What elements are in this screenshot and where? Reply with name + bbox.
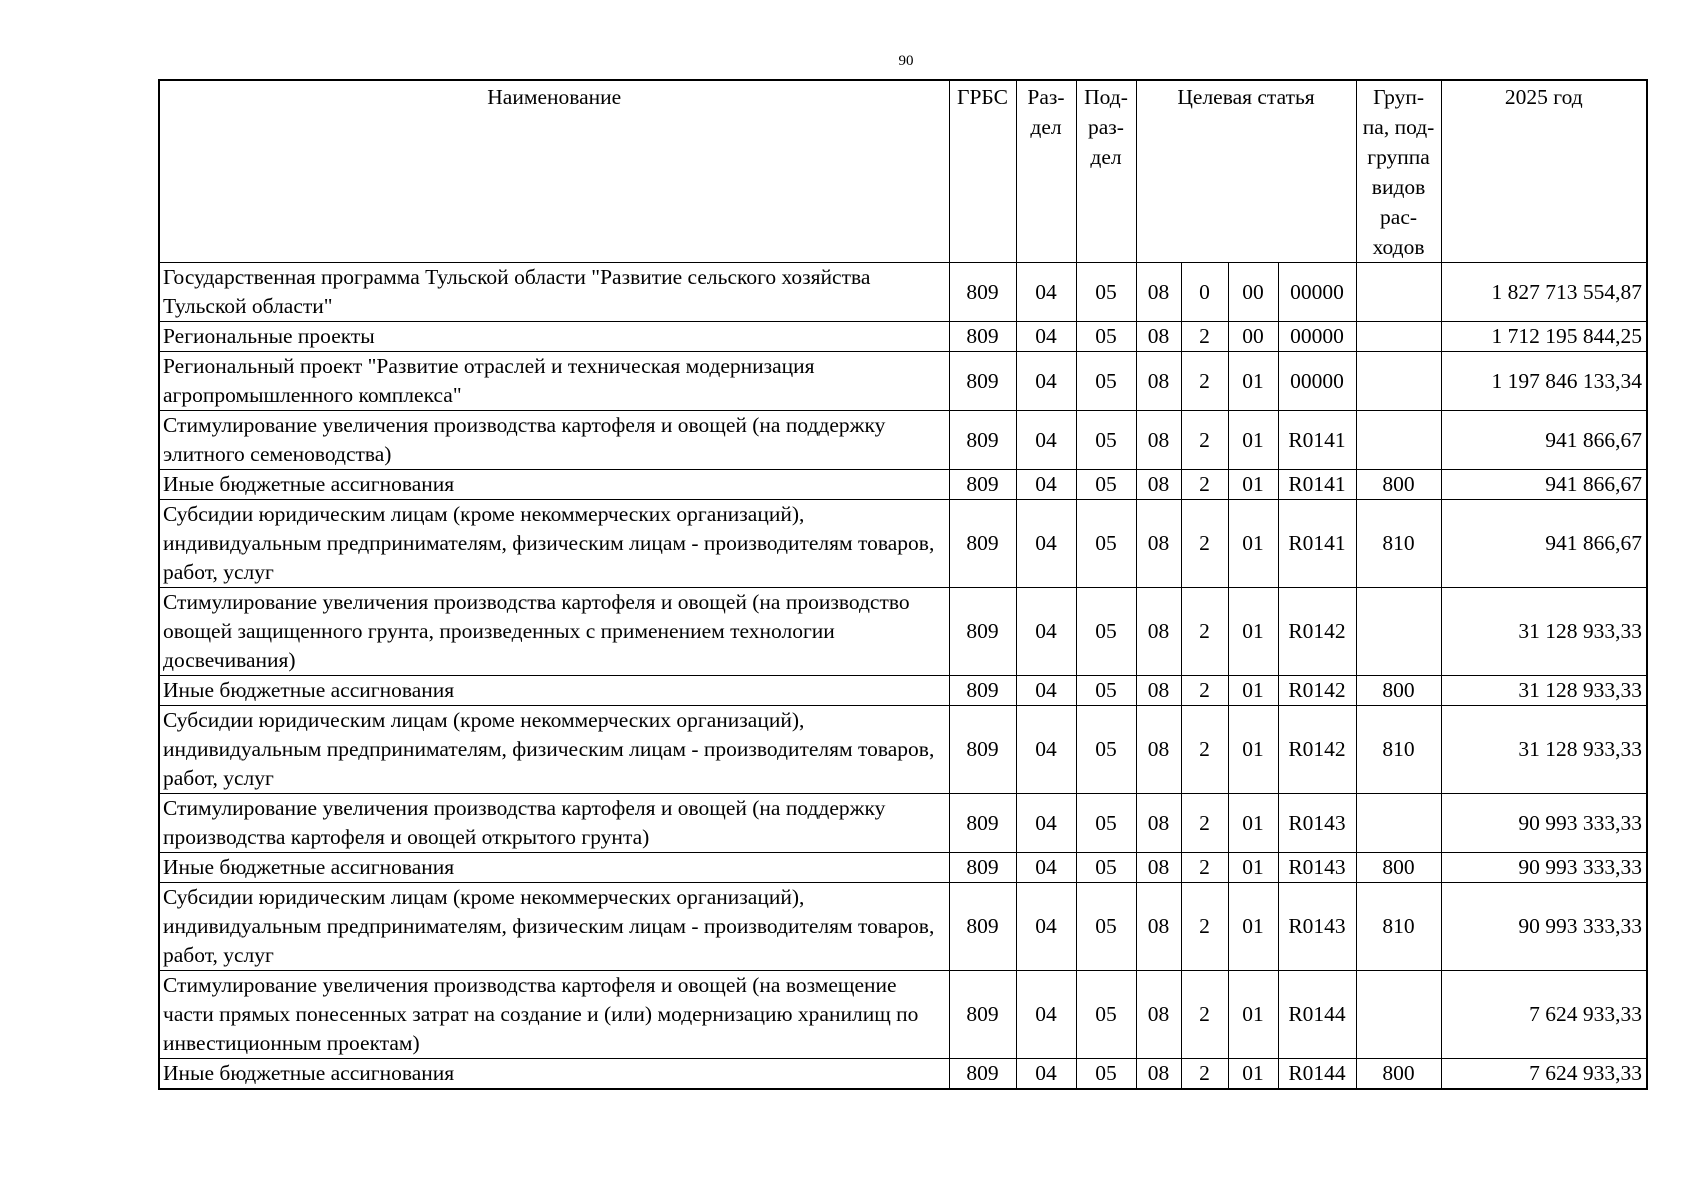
cell-target-subprogram: 01 — [1228, 971, 1278, 1059]
cell-target-direction: R0141 — [1278, 470, 1356, 500]
budget-table — [158, 79, 1648, 1090]
cell-podrazdel: 05 — [1076, 1059, 1136, 1090]
cell-grbs: 809 — [949, 794, 1016, 853]
table-row — [159, 706, 1647, 794]
cell-grbs: 809 — [949, 971, 1016, 1059]
table-row — [159, 1059, 1647, 1090]
cell-amount: 90 993 333,33 — [1441, 794, 1647, 853]
cell-target-direction: R0141 — [1278, 500, 1356, 588]
cell-target-subprogram: 01 — [1228, 794, 1278, 853]
header-group-label: Груп- па, под- группа видов рас- ходов — [1362, 85, 1435, 259]
header-target-label: Целевая статья — [1177, 85, 1315, 109]
header-name — [159, 80, 949, 263]
cell-target-program: 08 — [1136, 500, 1181, 588]
cell-amount: 941 866,67 — [1441, 500, 1647, 588]
cell-grbs: 809 — [949, 1059, 1016, 1090]
header-grbs — [949, 80, 1016, 263]
cell-podrazdel: 05 — [1076, 352, 1136, 411]
cell-podrazdel: 05 — [1076, 263, 1136, 322]
cell-podrazdel: 05 — [1076, 322, 1136, 352]
cell-target-type: 2 — [1181, 1059, 1228, 1090]
cell-razdel: 04 — [1016, 706, 1076, 794]
cell-grbs: 809 — [949, 883, 1016, 971]
cell-target-direction: R0141 — [1278, 411, 1356, 470]
cell-name: Стимулирование увеличения производства картофеля и овощей (на возмещение части прямых понесенных затрат на создание и (или) модернизацию хранилищ по инвестиционным проектам) — [159, 971, 949, 1059]
cell-podrazdel: 05 — [1076, 853, 1136, 883]
header-grbs-label: ГРБС — [957, 85, 1008, 109]
cell-grbs: 809 — [949, 588, 1016, 676]
cell-razdel: 04 — [1016, 352, 1076, 411]
cell-grbs: 809 — [949, 411, 1016, 470]
cell-target-direction: 00000 — [1278, 322, 1356, 352]
cell-expense-group: 810 — [1356, 500, 1441, 588]
cell-target-subprogram: 01 — [1228, 706, 1278, 794]
cell-expense-group — [1356, 352, 1441, 411]
table-row — [159, 411, 1647, 470]
cell-podrazdel: 05 — [1076, 794, 1136, 853]
cell-target-type: 2 — [1181, 322, 1228, 352]
cell-grbs: 809 — [949, 676, 1016, 706]
cell-target-subprogram: 01 — [1228, 883, 1278, 971]
cell-target-direction: 00000 — [1278, 352, 1356, 411]
cell-expense-group: 800 — [1356, 676, 1441, 706]
cell-target-type: 2 — [1181, 470, 1228, 500]
cell-razdel: 04 — [1016, 470, 1076, 500]
cell-target-direction: R0144 — [1278, 971, 1356, 1059]
cell-razdel: 04 — [1016, 853, 1076, 883]
cell-target-type: 2 — [1181, 500, 1228, 588]
table-row — [159, 588, 1647, 676]
cell-target-direction: R0142 — [1278, 706, 1356, 794]
cell-name: Субсидии юридическим лицам (кроме некоммерческих организаций), индивидуальным предпринимателям, физическим лицам - производителям товаров, работ, услуг — [159, 883, 949, 971]
cell-amount: 31 128 933,33 — [1441, 706, 1647, 794]
cell-target-subprogram: 01 — [1228, 676, 1278, 706]
header-razdel-label: Раз- дел — [1027, 85, 1065, 139]
cell-grbs: 809 — [949, 470, 1016, 500]
table-row — [159, 794, 1647, 853]
table-row — [159, 263, 1647, 322]
cell-name: Стимулирование увеличения производства картофеля и овощей (на поддержку производства картофеля и овощей открытого грунта) — [159, 794, 949, 853]
cell-name: Иные бюджетные ассигнования — [159, 1059, 949, 1090]
cell-target-type: 2 — [1181, 676, 1228, 706]
cell-name: Иные бюджетные ассигнования — [159, 853, 949, 883]
cell-target-subprogram: 01 — [1228, 500, 1278, 588]
cell-amount: 90 993 333,33 — [1441, 883, 1647, 971]
cell-grbs: 809 — [949, 706, 1016, 794]
table-row — [159, 676, 1647, 706]
cell-amount: 1 827 713 554,87 — [1441, 263, 1647, 322]
cell-podrazdel: 05 — [1076, 971, 1136, 1059]
header-year-label: 2025 год — [1504, 85, 1583, 109]
cell-name: Региональный проект "Развитие отраслей и техническая модернизация агропромышленного комплекса" — [159, 352, 949, 411]
cell-target-type: 2 — [1181, 971, 1228, 1059]
cell-target-program: 08 — [1136, 1059, 1181, 1090]
cell-target-subprogram: 00 — [1228, 263, 1278, 322]
cell-razdel: 04 — [1016, 500, 1076, 588]
cell-amount: 7 624 933,33 — [1441, 971, 1647, 1059]
cell-expense-group: 800 — [1356, 853, 1441, 883]
cell-target-program: 08 — [1136, 794, 1181, 853]
table-row — [159, 853, 1647, 883]
cell-razdel: 04 — [1016, 794, 1076, 853]
cell-grbs: 809 — [949, 322, 1016, 352]
cell-target-subprogram: 01 — [1228, 470, 1278, 500]
table-body — [159, 80, 1647, 1089]
cell-target-direction: R0143 — [1278, 794, 1356, 853]
cell-target-subprogram: 01 — [1228, 352, 1278, 411]
cell-amount: 7 624 933,33 — [1441, 1059, 1647, 1090]
cell-expense-group: 810 — [1356, 706, 1441, 794]
cell-name: Стимулирование увеличения производства картофеля и овощей (на производство овощей защищенного грунта, произведенных с применением технологии досвечивания) — [159, 588, 949, 676]
header-name-label: Наименование — [487, 85, 622, 109]
cell-target-program: 08 — [1136, 411, 1181, 470]
cell-podrazdel: 05 — [1076, 588, 1136, 676]
cell-expense-group: 810 — [1356, 883, 1441, 971]
cell-target-program: 08 — [1136, 263, 1181, 322]
cell-podrazdel: 05 — [1076, 411, 1136, 470]
cell-amount: 31 128 933,33 — [1441, 588, 1647, 676]
cell-target-type: 2 — [1181, 411, 1228, 470]
cell-name: Иные бюджетные ассигнования — [159, 676, 949, 706]
cell-target-type: 2 — [1181, 352, 1228, 411]
table-row — [159, 322, 1647, 352]
page-number: 90 — [898, 53, 914, 69]
cell-target-direction: R0143 — [1278, 883, 1356, 971]
cell-razdel: 04 — [1016, 411, 1076, 470]
cell-amount: 941 866,67 — [1441, 411, 1647, 470]
cell-grbs: 809 — [949, 263, 1016, 322]
cell-expense-group: 800 — [1356, 1059, 1441, 1090]
header-target — [1136, 80, 1356, 263]
cell-target-subprogram: 00 — [1228, 322, 1278, 352]
header-group — [1356, 80, 1441, 263]
cell-expense-group — [1356, 794, 1441, 853]
cell-name: Субсидии юридическим лицам (кроме некоммерческих организаций), индивидуальным предпринимателям, физическим лицам - производителям товаров, работ, услуг — [159, 706, 949, 794]
cell-target-direction: R0144 — [1278, 1059, 1356, 1090]
cell-expense-group — [1356, 971, 1441, 1059]
cell-target-direction: R0142 — [1278, 588, 1356, 676]
cell-podrazdel: 05 — [1076, 470, 1136, 500]
cell-razdel: 04 — [1016, 322, 1076, 352]
cell-target-program: 08 — [1136, 853, 1181, 883]
cell-target-program: 08 — [1136, 706, 1181, 794]
table-row — [159, 470, 1647, 500]
cell-target-direction: R0143 — [1278, 853, 1356, 883]
cell-target-program: 08 — [1136, 676, 1181, 706]
cell-podrazdel: 05 — [1076, 883, 1136, 971]
cell-target-type: 0 — [1181, 263, 1228, 322]
cell-razdel: 04 — [1016, 263, 1076, 322]
cell-name: Иные бюджетные ассигнования — [159, 470, 949, 500]
cell-razdel: 04 — [1016, 588, 1076, 676]
cell-expense-group: 800 — [1356, 470, 1441, 500]
cell-amount: 90 993 333,33 — [1441, 853, 1647, 883]
cell-expense-group — [1356, 263, 1441, 322]
cell-target-program: 08 — [1136, 883, 1181, 971]
cell-name: Стимулирование увеличения производства картофеля и овощей (на поддержку элитного семеноводства) — [159, 411, 949, 470]
cell-razdel: 04 — [1016, 1059, 1076, 1090]
cell-target-program: 08 — [1136, 352, 1181, 411]
cell-amount: 1 197 846 133,34 — [1441, 352, 1647, 411]
cell-amount: 941 866,67 — [1441, 470, 1647, 500]
cell-expense-group — [1356, 588, 1441, 676]
cell-target-program: 08 — [1136, 971, 1181, 1059]
cell-target-type: 2 — [1181, 706, 1228, 794]
cell-grbs: 809 — [949, 352, 1016, 411]
cell-target-subprogram: 01 — [1228, 853, 1278, 883]
cell-amount: 1 712 195 844,25 — [1441, 322, 1647, 352]
cell-amount: 31 128 933,33 — [1441, 676, 1647, 706]
cell-target-subprogram: 01 — [1228, 1059, 1278, 1090]
cell-target-program: 08 — [1136, 588, 1181, 676]
cell-target-subprogram: 01 — [1228, 411, 1278, 470]
cell-podrazdel: 05 — [1076, 500, 1136, 588]
cell-podrazdel: 05 — [1076, 706, 1136, 794]
cell-name: Государственная программа Тульской области "Развитие сельского хозяйства Тульской области" — [159, 263, 949, 322]
header-podrazdel — [1076, 80, 1136, 263]
table-row — [159, 500, 1647, 588]
cell-target-direction: R0142 — [1278, 676, 1356, 706]
table-row — [159, 352, 1647, 411]
cell-name: Субсидии юридическим лицам (кроме некоммерческих организаций), индивидуальным предпринимателям, физическим лицам - производителям товаров, работ, услуг — [159, 500, 949, 588]
table-row — [159, 883, 1647, 971]
cell-target-type: 2 — [1181, 794, 1228, 853]
cell-target-type: 2 — [1181, 883, 1228, 971]
cell-grbs: 809 — [949, 853, 1016, 883]
cell-razdel: 04 — [1016, 676, 1076, 706]
cell-target-program: 08 — [1136, 322, 1181, 352]
cell-expense-group — [1356, 322, 1441, 352]
cell-target-type: 2 — [1181, 588, 1228, 676]
cell-grbs: 809 — [949, 500, 1016, 588]
table-header-row — [159, 80, 1647, 263]
header-year — [1441, 80, 1647, 263]
cell-expense-group — [1356, 411, 1441, 470]
cell-target-type: 2 — [1181, 853, 1228, 883]
header-razdel — [1016, 80, 1076, 263]
cell-target-program: 08 — [1136, 470, 1181, 500]
cell-target-direction: 00000 — [1278, 263, 1356, 322]
header-podrazdel-label: Под- раз- дел — [1084, 85, 1128, 169]
table-row — [159, 971, 1647, 1059]
cell-razdel: 04 — [1016, 971, 1076, 1059]
cell-name: Региональные проекты — [159, 322, 949, 352]
cell-razdel: 04 — [1016, 883, 1076, 971]
cell-target-subprogram: 01 — [1228, 588, 1278, 676]
cell-podrazdel: 05 — [1076, 676, 1136, 706]
